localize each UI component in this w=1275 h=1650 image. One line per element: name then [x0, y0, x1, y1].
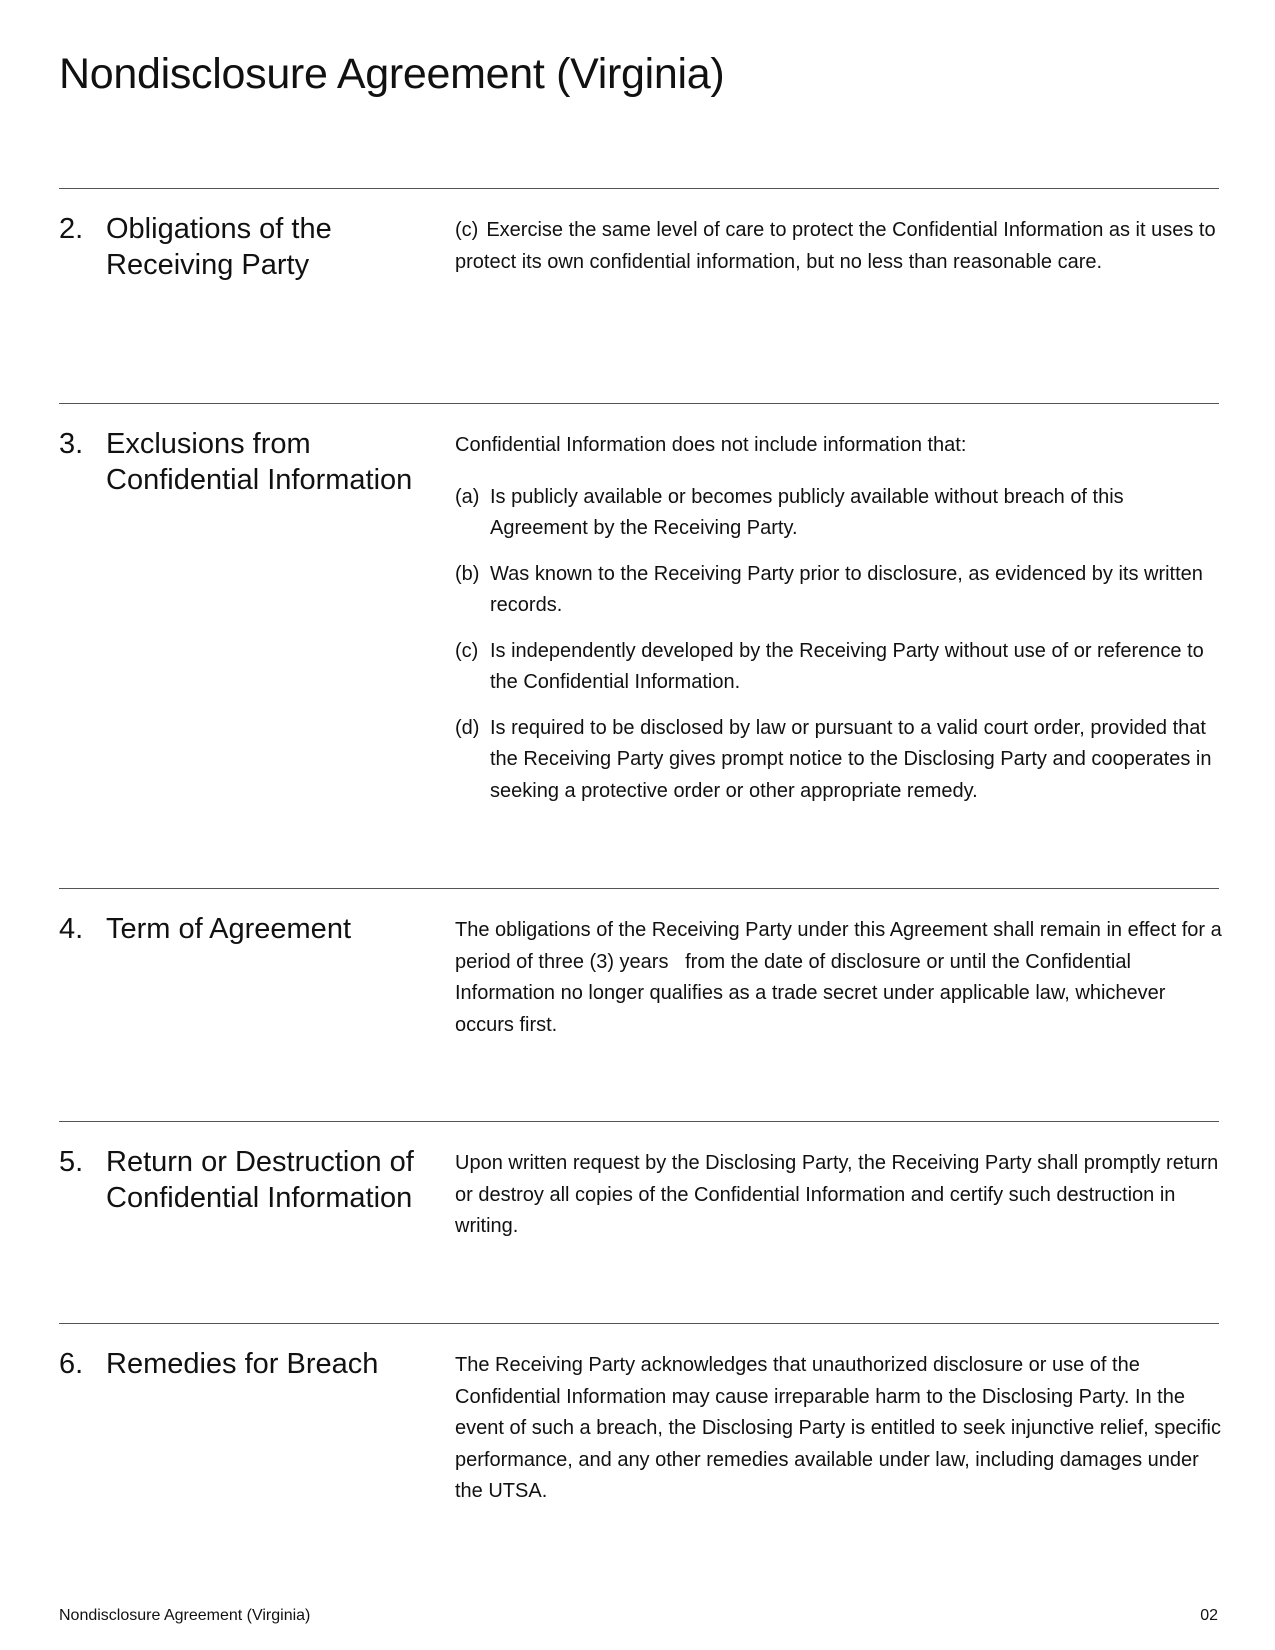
section-number: 4. — [59, 913, 84, 945]
item-label: (c) — [455, 639, 479, 662]
list-item — [455, 636, 1225, 699]
item-label: (c) — [455, 219, 479, 241]
item-text: Is publicly available or becomes publicly available without breach of this Agreement by the Receiving Party. — [490, 485, 1124, 539]
list-item — [455, 559, 1225, 622]
section-body — [455, 1148, 1225, 1243]
section-exclusions — [59, 403, 1219, 802]
section-title: Return or Destruction of Confidential Information — [106, 1146, 414, 1214]
section-text: The Receiving Party acknowledges that unauthorized disclosure or use of the Confidential Information may cause irreparable harm to the Disclosing Party. In the event of such a breach, the Disclosing Party is entitled to seek injunctive relief, specific performance, and any other remedies available under law, including damages under the UTSA. — [455, 1354, 1221, 1502]
section-body — [455, 915, 1228, 1041]
section-heading — [59, 1144, 439, 1216]
section-heading — [59, 426, 439, 498]
section-title: Exclusions from Confidential Information — [106, 428, 413, 496]
section-number: 5. — [59, 1146, 84, 1178]
section-return — [59, 1121, 1219, 1237]
section-body — [455, 1350, 1225, 1508]
section-text: Upon written request by the Disclosing Party, the Receiving Party shall promptly return or destroy all copies of the Confidential Information and certify such destruction in writing. — [455, 1152, 1219, 1237]
item-text: Was known to the Receiving Party prior to disclosure, as evidenced by its written records. — [490, 562, 1203, 616]
section-body — [455, 430, 1225, 821]
section-term — [59, 888, 1228, 1036]
list-item — [455, 713, 1225, 808]
section-intro: Confidential Information does not include information that: — [455, 434, 967, 456]
item-text: Is required to be disclosed by law or pursuant to a valid court order, provided that the Receiving Party gives prompt notice to the Disclosing Party and cooperates in seeking a protective order or other appropriate remedy. — [490, 716, 1212, 802]
section-number: 2. — [59, 213, 84, 245]
section-title: Remedies for Breach — [106, 1348, 379, 1380]
item-label: (a) — [455, 485, 480, 508]
section-obligations — [59, 188, 1219, 281]
section-body — [455, 215, 1225, 278]
item-text: Exercise the same level of care to protect the Confidential Information as it uses to protect its own confidential information, but no less than reasonable care. — [455, 219, 1216, 273]
section-title: Term of Agreement — [106, 913, 351, 945]
section-heading — [59, 1346, 439, 1382]
section-text: The obligations of the Receiving Party under this Agreement shall remain in effect for a period of three (3) years from the date of disclosure or until the Confidential Information no longer qualifies as a trade secret under applicable law, whichever occurs first. — [455, 919, 1228, 1036]
footer-title: Nondisclosure Agreement (Virginia) — [59, 1607, 311, 1624]
section-title: Obligations of the Receiving Party — [106, 213, 332, 281]
section-heading — [59, 911, 439, 947]
list-item — [455, 482, 1225, 545]
section-number: 3. — [59, 428, 84, 460]
section-remedies — [59, 1323, 1221, 1502]
item-label: (b) — [455, 562, 480, 585]
page-title: Nondisclosure Agreement (Virginia) — [59, 50, 725, 98]
page-number: 02 — [1200, 1607, 1218, 1624]
item-text: Is independently developed by the Receiving Party without use of or reference to the Confidential Information. — [490, 639, 1204, 693]
item-label: (d) — [455, 716, 480, 739]
section-number: 6. — [59, 1348, 84, 1380]
section-heading — [59, 211, 439, 283]
